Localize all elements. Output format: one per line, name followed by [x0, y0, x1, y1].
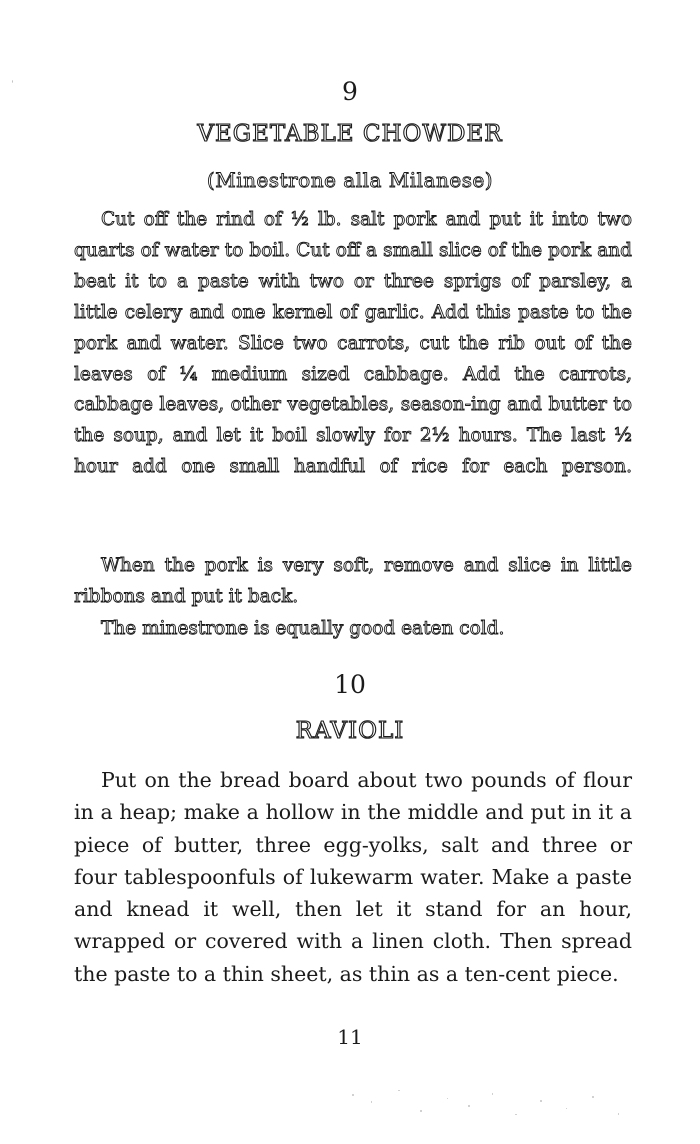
- chowder-paragraph-1: Cut off the rind of ½ lb. salt pork and put it into two quarts of water to boil. Cut off a small slice of the pork and beat it to a paste with two or three sprigs of parsley, a little celery and one kernel of garlic. Add this paste to the pork and water. Slice two carrots, cut the rib out of the leaves of ¼ medium sized cabbage. Add the carrots, cabbage leaves, other vegetables, season-ing and butter to the soup, and let it boil slowly for 2½ hours. The last ½ hour add one small handful of rice for each person.: [74, 209, 632, 478]
- chowder-paragraph-2: When the pork is very soft, remove and slice in little ribbons and put it back.: [74, 555, 632, 607]
- recipe-subtitle-minestrone: (Minestrone alla Milanese): [206, 168, 494, 192]
- recipe-title-vegetable-chowder: VEGETABLE CHOWDER: [197, 121, 503, 147]
- page-number: 11: [337, 1025, 363, 1049]
- ravioli-paragraph-1: Put on the bread board about two pounds of flour in a heap; make a hollow in the middle and put in it a piece of butter, three egg-yolks, salt and three or four tablespoonfuls of lukewarm water. Make a paste and knead it well, then let it stand for an hour, wrapped or covered with a linen cloth. Then spread the paste to a thin sheet, as thin as a ten-cent piece.: [74, 768, 632, 986]
- chowder-paragraph-3: The minestrone is equally good eaten cold.: [101, 618, 505, 639]
- recipe-number-9: 9: [342, 77, 358, 106]
- recipe-title-ravioli: RAVIOLI: [295, 718, 405, 744]
- recipe-number-10: 10: [334, 670, 366, 699]
